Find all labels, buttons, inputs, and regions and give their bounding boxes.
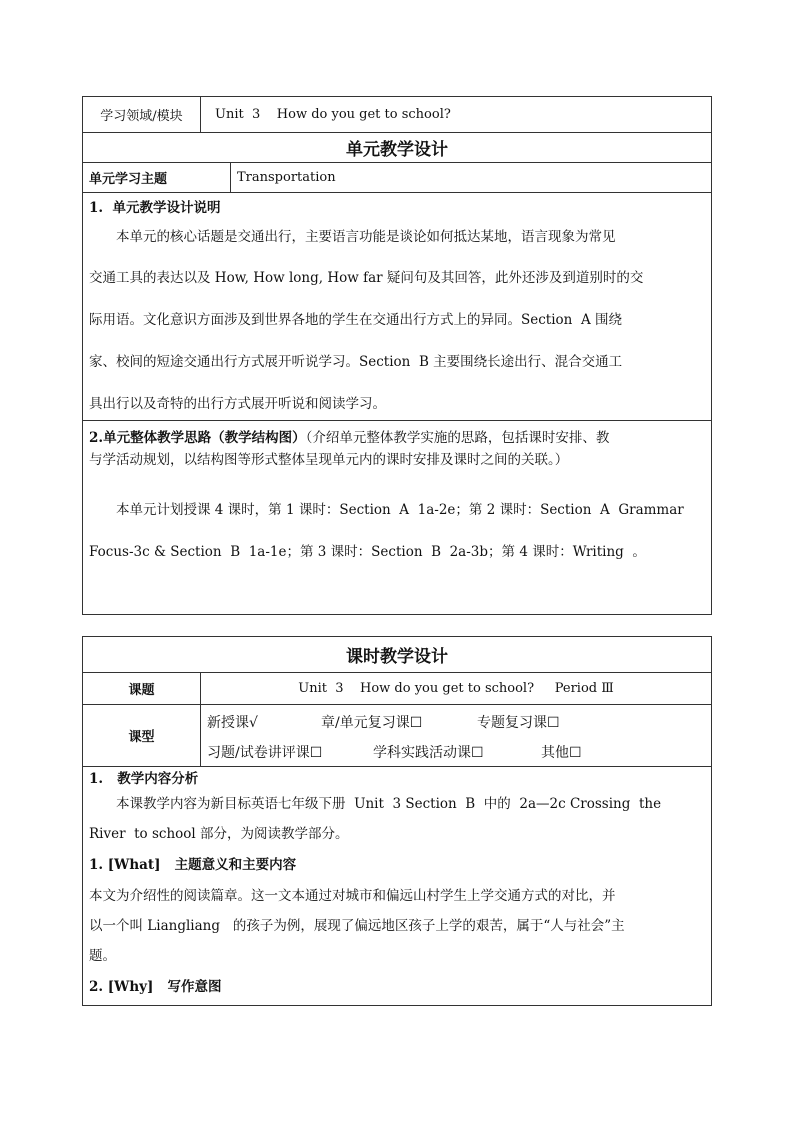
- lesson-type-label: 课型: [83, 705, 201, 766]
- theme-row: [83, 163, 711, 193]
- lesson-type-other: 其他☐: [541, 745, 582, 761]
- lesson-type-options: [201, 705, 711, 766]
- unit-description-block: [83, 193, 711, 420]
- unit-title-row: [83, 133, 711, 163]
- period-design-title: 课时教学设计: [346, 647, 448, 667]
- domain-label: 学习领域/模块: [83, 97, 201, 132]
- content-analysis-block: [83, 767, 711, 1005]
- lesson-type-new: 新授课√: [207, 715, 258, 731]
- theme-value: Transportation: [237, 170, 336, 185]
- why-heading: 2. [Why] 写作意图: [89, 979, 222, 995]
- unit-description-line-4: 家、校间的短途交通出行方式展开听说学习。Section B 主要围绕长途出行、混合交通工: [89, 354, 623, 370]
- topic-value: Unit 3 How do you get to school? Period Ⅲ: [298, 681, 614, 696]
- lesson-type-practice: 学科实践活动课☐: [373, 745, 484, 761]
- lesson-type-line-1: [207, 713, 705, 733]
- unit-description-heading: 1. 单元教学设计说明: [89, 200, 221, 216]
- what-line-2: 以一个叫 Liangliang 的孩子为例，展现了偏远地区孩子上学的艰苦，属于“人与社会”主: [89, 918, 625, 934]
- period-design-table: [82, 636, 712, 1006]
- content-analysis-section: [83, 767, 711, 1005]
- teaching-plan-line-2: Focus-3c & Section B 1a-1e；第 3 课时：Section B 2a-3b；第 4 课时：Writing 。: [89, 544, 646, 560]
- what-line-3: 题。: [89, 948, 116, 964]
- teaching-plan-block: [83, 421, 711, 614]
- teaching-plan-heading: 2.单元整体教学思路（教学结构图）: [89, 430, 306, 446]
- lesson-type-row: [83, 705, 711, 767]
- topic-row: [83, 673, 711, 705]
- unit-description-line-3: 际用语。文化意识方面涉及到世界各地的学生在交通出行方式上的异同。Section A 围绕: [89, 312, 622, 328]
- unit-description-section: [83, 193, 711, 421]
- what-line-1: 本文为介绍性的阅读篇章。这一文本通过对城市和偏远山村学生上学交通方式的对比，并: [89, 888, 616, 904]
- lesson-type-unit-review: 章/单元复习课☐: [321, 715, 423, 731]
- teaching-plan-intro-second: 与学活动规划，以结构图等形式整体呈现单元内的课时安排及课时之间的关联。）: [89, 452, 569, 468]
- topic-label: 课题: [83, 673, 201, 704]
- teaching-plan-intro: [89, 427, 705, 449]
- teaching-plan-intro-first: （介绍单元整体教学实施的思路，包括课时安排、教: [305, 430, 610, 446]
- lesson-type-exercise: 习题/试卷讲评课☐: [207, 745, 323, 761]
- what-heading: 1. [What] 主题意义和主要内容: [89, 857, 297, 873]
- lesson-type-topic-review: 专题复习课☐: [477, 715, 560, 731]
- period-title-row: [83, 637, 711, 673]
- lesson-type-line-2: [207, 743, 705, 763]
- teaching-plan-section: [83, 421, 711, 614]
- unit-description-line-5: 具出行以及奇特的出行方式展开听说和阅读学习。: [89, 396, 386, 412]
- content-analysis-line-2: River to school 部分，为阅读教学部分。: [89, 826, 349, 842]
- unit-design-title: 单元教学设计: [346, 140, 448, 160]
- teaching-plan-line-1: 本单元计划授课 4 课时，第 1 课时：Section A 1a-2e；第 2 课时：Section A Grammar: [116, 502, 684, 518]
- content-analysis-heading: 1. 教学内容分析: [89, 771, 199, 787]
- unit-description-line-2: 交通工具的表达以及 How, How long, How far 疑问句及其回答，此外还涉及到道别时的交: [89, 270, 644, 286]
- unit-description-line-1: 本单元的核心话题是交通出行，主要语言功能是谈论如何抵达某地，语言现象为常见: [116, 229, 616, 245]
- domain-row: [83, 97, 711, 133]
- domain-value: Unit 3 How do you get to school?: [215, 107, 451, 122]
- theme-label: 单元学习主题: [83, 163, 231, 192]
- unit-design-table: [82, 96, 712, 615]
- content-analysis-line-1: 本课教学内容为新目标英语七年级下册 Unit 3 Section B 中的 2a—2c Crossing the: [116, 796, 662, 812]
